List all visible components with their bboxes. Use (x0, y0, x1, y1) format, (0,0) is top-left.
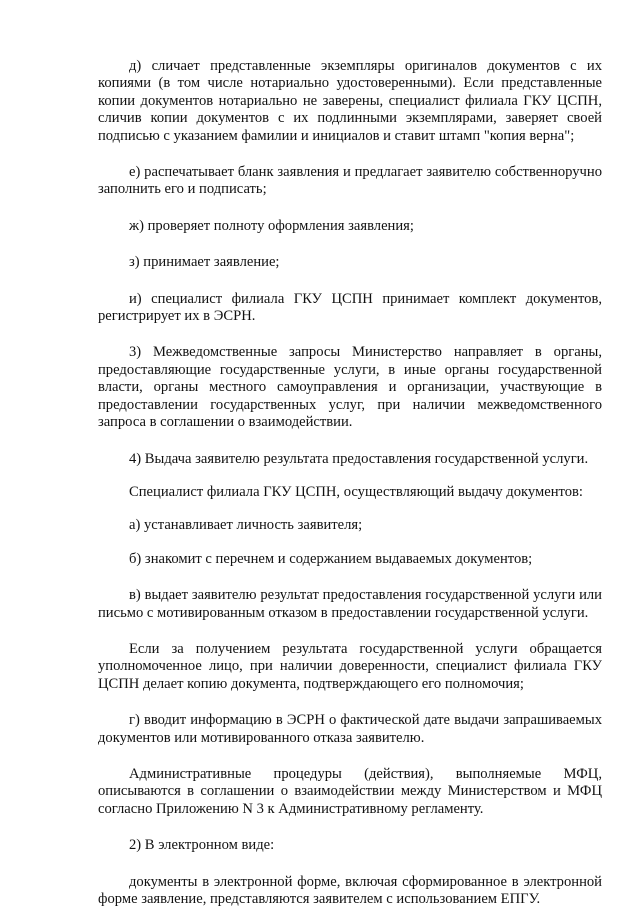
paragraph-a-identify-applicant: а) устанавливает личность заявителя; (129, 517, 363, 534)
paragraph-3-interagency-requests: 3) Межведомственные запросы Министерство направляет в органы, предоставляющие государственные услуги, в иные органы государственной власти, органы местного самоуправления и организации, участвующие в предоставлении государственных услуг, при наличии межведомственного запроса в соглашении о взаимодействии. (98, 344, 602, 431)
paragraph-g-enter-info: г) вводит информацию в ЭСРН о фактической дате выдачи запрашиваемых документов или мотивированного отказа заявителю. (98, 712, 602, 746)
paragraph-mfc-procedures: Административные процедуры (действия), выполняемые МФЦ, описываются в соглашении о взаимодействии между Министерством и МФЦ согласно Приложению N 3 к Административному регламенту. (98, 765, 602, 817)
paragraph-i-register-documents: и) специалист филиала ГКУ ЦСПН принимает комплект документов, регистрирует их в ЭСРН. (98, 290, 602, 325)
paragraph-zh-check-completeness: ж) проверяет полноту оформления заявления; (129, 217, 414, 234)
paragraph-authorized-person: Если за получением результата государственной услуги обращается уполномоченное лицо, при наличии доверенности, специалист филиала ГКУ ЦСПН делает копию документа, подтверждающего его полномочия; (98, 640, 602, 692)
paragraph-e-print-form: е) распечатывает бланк заявления и предлагает заявителю собственноручно заполнить его и подписать; (98, 164, 602, 198)
paragraph-v-issue-result: в) выдает заявителю результат предоставления государственной услуги или письмо с мотивированным отказом в предоставлении государственной услуги. (98, 587, 602, 621)
paragraph-z-accept-application: з) принимает заявление; (129, 254, 280, 271)
paragraph-2-electronic-form: 2) В электронном виде: (129, 837, 275, 854)
paragraph-electronic-documents-epgu: документы в электронной форме, включая сформированное в электронной форме заявление, представляются заявителем с использованием ЕПГУ. (98, 873, 602, 907)
paragraph-b-familiarize-list: б) знакомит с перечнем и содержанием выдаваемых документов; (129, 550, 533, 567)
paragraph-specialist-issuing: Специалист филиала ГКУ ЦСПН, осуществляющий выдачу документов: (129, 483, 583, 500)
paragraph-d-compare-copies: д) сличает представленные экземпляры оригиналов документов с их копиями (в том числе нотариально удостоверенными). Если представленные копии документов нотариально не заверены, специалист филиала ГКУ ЦСПН, сличив копии документов с их подлинными экземплярами, заверяет своей подписью с указанием фамилии и инициалов и ставит штамп "копия верна"; (98, 58, 602, 144)
paragraph-4-issue-result: 4) Выдача заявителю результата предоставления государственной услуги. (129, 450, 589, 467)
